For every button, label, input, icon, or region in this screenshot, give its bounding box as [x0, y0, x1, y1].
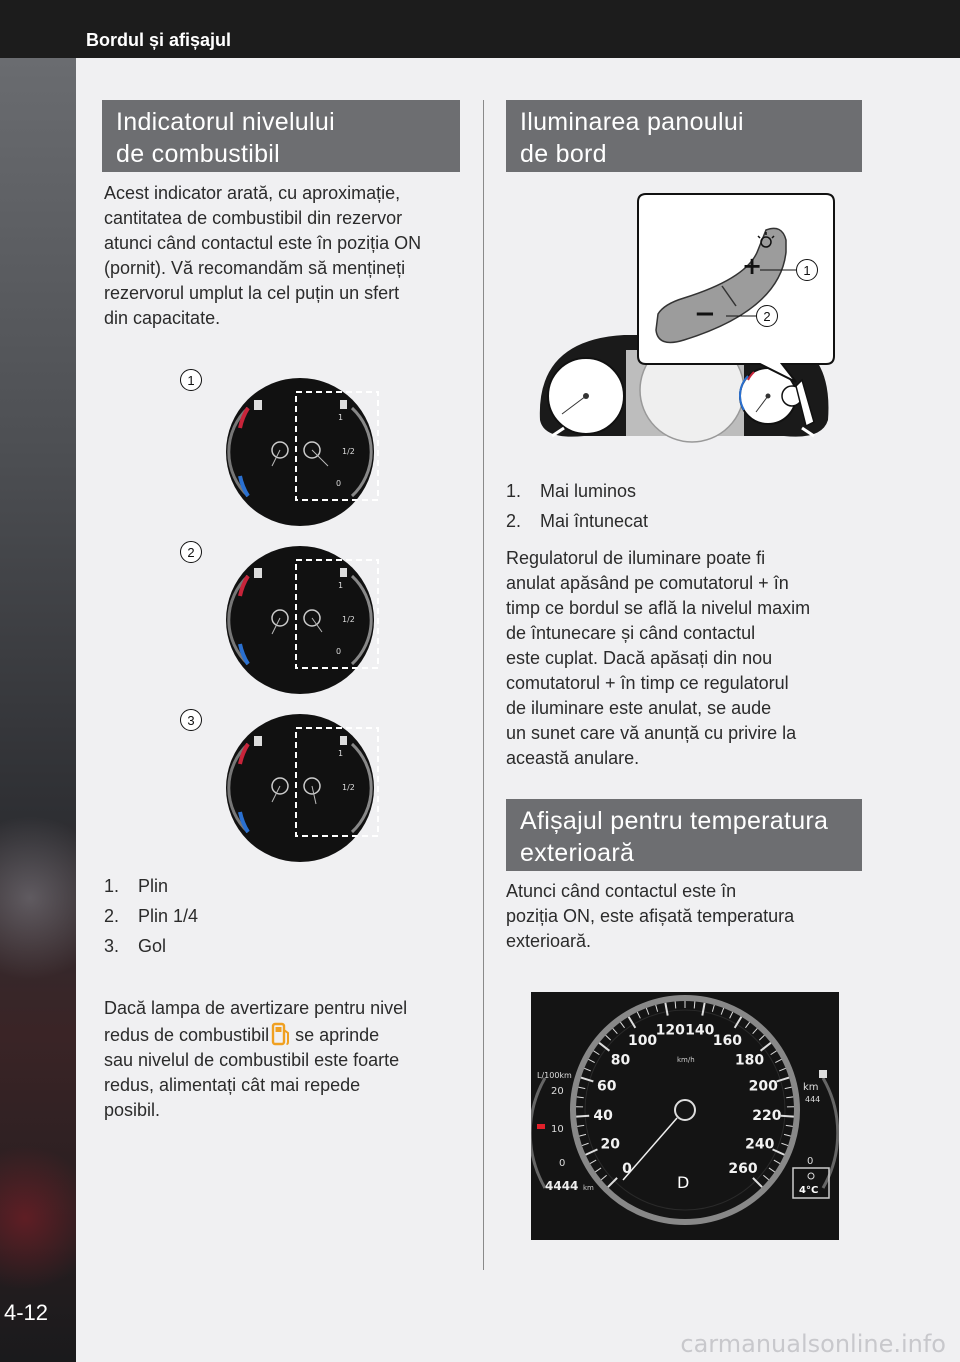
section-heading-illumination: Iluminarea panoului de bord: [506, 100, 862, 172]
darker-minus-label: −: [694, 299, 716, 329]
temperature-description: Atunci când contactul este în poziția ON, este afișată temperatura exterioară.: [506, 881, 795, 951]
watermark: carmanualsonline.info: [680, 1330, 946, 1358]
gear-indicator: D: [677, 1173, 690, 1192]
speed-tick-label: 80: [610, 1052, 631, 1069]
fuel-level-list: [104, 871, 198, 961]
gauge-label-half: 1/2: [342, 783, 355, 792]
consumption-tick: 0: [559, 1158, 566, 1169]
consumption-unit: L/100km: [537, 1071, 572, 1080]
gauge-label-full: 1: [338, 413, 344, 422]
range-unit: km: [803, 1082, 819, 1093]
speed-tick-label: 0: [622, 1160, 632, 1177]
page-header-title: Bordul și afișajul: [86, 30, 232, 50]
gauge-label-full: 1: [338, 581, 344, 590]
gauge-label-empty: 0: [336, 647, 342, 656]
speed-tick: [675, 1001, 676, 1008]
odometer-unit: km: [583, 1184, 594, 1192]
list-item: 1. Mai luminos: [506, 480, 637, 501]
list-item: 3. Gol: [104, 935, 167, 956]
speed-tick-label: 240: [745, 1136, 775, 1153]
consumption-tick: 20: [551, 1086, 564, 1097]
speed-tick: [781, 1116, 794, 1117]
callout-brighter: 1: [796, 259, 818, 281]
side-photo-strip: [0, 58, 76, 1362]
page-number: 4-12: [4, 1300, 49, 1325]
range-zero: 0: [807, 1156, 814, 1167]
fuel-gauge-empty: [220, 714, 380, 862]
gauge-label-half: 1/2: [342, 447, 355, 456]
speed-tick-label: 220: [752, 1107, 782, 1124]
list-item: 2. Plin 1/4: [104, 905, 199, 926]
fuel-gauge-quarter: [220, 546, 380, 694]
list-item: 2. Mai întunecat: [506, 510, 649, 531]
outside-temperature: 4°C: [799, 1185, 819, 1196]
column-divider: [483, 100, 484, 1270]
gauge-label-full: 1: [338, 749, 344, 758]
section-heading-temperature: Afișajul pentru temperatura exterioară: [506, 799, 862, 871]
callout-2: 2: [180, 541, 202, 563]
speed-tick-label: 20: [600, 1136, 620, 1153]
page-header-bar: [0, 0, 960, 58]
callout-1: 1: [180, 369, 202, 391]
speed-tick-label: 260: [728, 1160, 758, 1177]
illumination-description: Regulatorul de iluminare poate fi anulat apăsând pe comutatorul + în timp ce bordul se află la nivelul maxim de întunecare și când contactul este cuplat. Dacă apăsați din nou comutatorul + în timp ce regulatorul de iluminare este anulat, se aude un sunet care vă anunță cu privire la această anulare.: [506, 548, 811, 768]
dashboard-illumination-figure: [534, 190, 838, 446]
odometer-value: 4444: [545, 1179, 579, 1193]
speed-tick-label: 100: [627, 1032, 658, 1049]
callout-darker: 2: [756, 305, 778, 327]
speed-unit: km/h: [677, 1056, 695, 1064]
speed-tick: [694, 1001, 695, 1008]
speedometer-figure: [531, 992, 839, 1240]
speed-tick-label: 40: [593, 1107, 613, 1124]
range-value: 444: [805, 1095, 821, 1104]
gauge-label-half: 1/2: [342, 615, 355, 624]
fuel-description: Acest indicator arată, cu aproximație, cantitatea de combustibil din rezervor atunci când contactul este în poziția ON (pornit). Vă recomandăm să mențineți rezervorul umplut la cel puțin un sfert din capacitate.: [104, 183, 422, 328]
speed-tick-label: 180: [734, 1052, 765, 1069]
fuel-gauge-full: [220, 378, 380, 526]
brighter-plus-label: +: [742, 252, 763, 280]
speed-tick-label: 200: [748, 1078, 778, 1095]
illumination-list: [506, 476, 648, 536]
speed-tick-label: 60: [596, 1078, 617, 1095]
fuel-warning-icon: [271, 1021, 291, 1047]
speed-tick-label: 160: [712, 1032, 743, 1049]
gauge-label-empty: 0: [336, 479, 342, 488]
section-heading-fuel: Indicatorul nivelului de combustibil: [102, 100, 460, 172]
speed-tick-label: 120: [655, 1022, 685, 1039]
consumption-tick: 10: [551, 1124, 564, 1135]
callout-3: 3: [180, 709, 202, 731]
list-item: 1. Plin: [104, 875, 169, 896]
fuel-warning-text: Dacă lampa de avertizare pentru nivel redus de combustibil se aprinde sau nivelul de combustibil este foarte redus, alimentați cât mai repede posibil.: [104, 998, 408, 1120]
speed-tick-label: 140: [685, 1022, 715, 1039]
speed-tick: [576, 1116, 589, 1117]
